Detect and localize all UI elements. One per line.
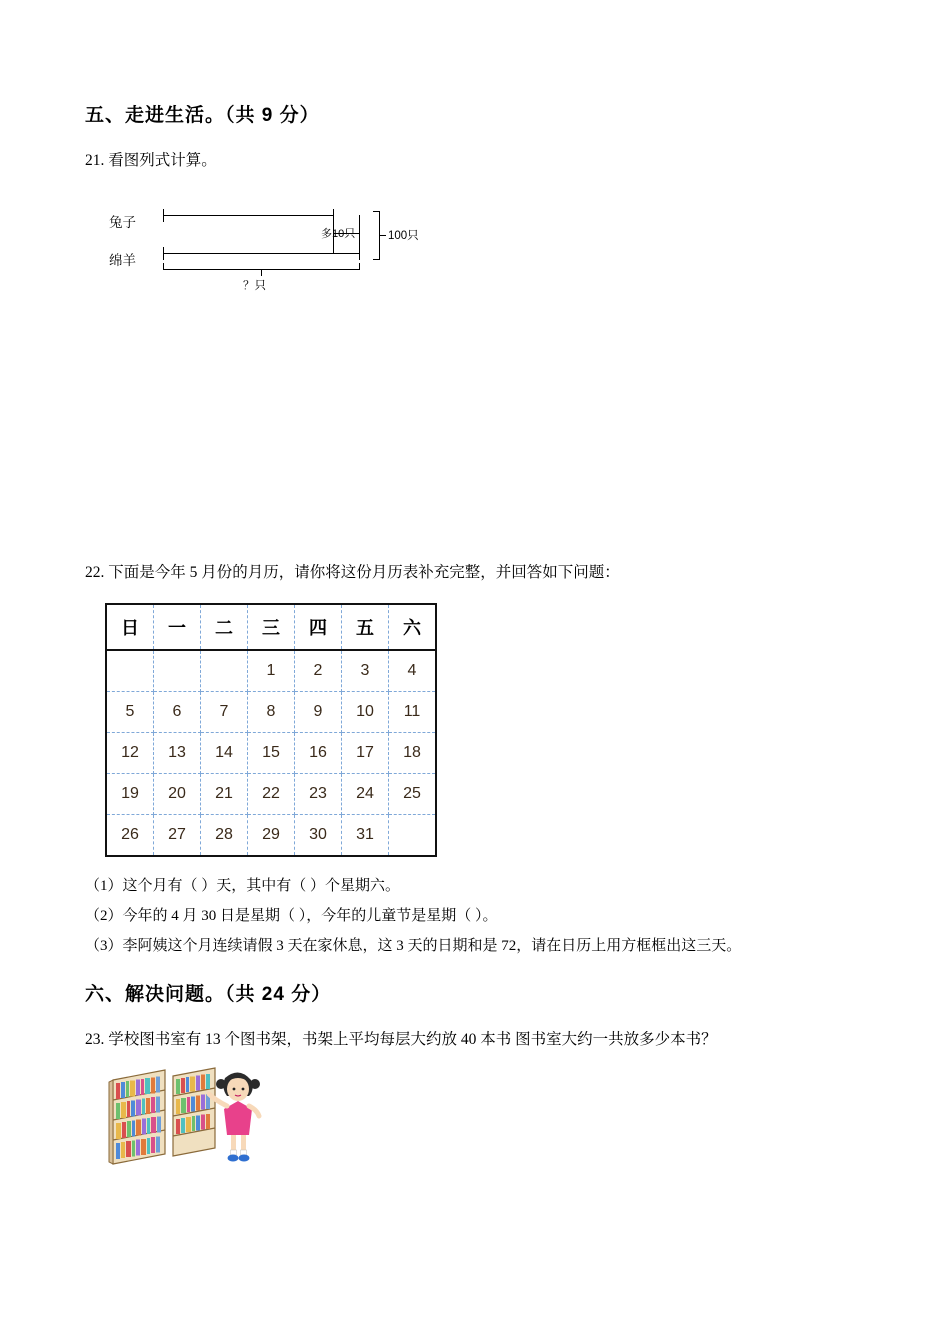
calendar-week-row [106, 650, 436, 692]
question-22-sub-1: （1）这个月有（ ）天，其中有（ ）个星期六。 [85, 877, 401, 894]
question-22-sub-3: （3）李阿姨这个月连续请假 3 天在家休息，这 3 天的日期和是 72，请在日历上用方框框出这三天。 [85, 937, 742, 954]
calendar-cell: 16 [295, 732, 342, 773]
difference-label: 多10只 [321, 227, 356, 240]
calendar-week-row [106, 732, 436, 773]
bottom-brace-left [163, 263, 164, 270]
calendar-header-wed: 三 [248, 604, 295, 650]
question-22-sub-2: （2）今年的 4 月 30 日是星期（ ），今年的儿童节是星期（ ）。 [85, 907, 498, 924]
calendar-cell: 13 [154, 732, 201, 773]
calendar-cell: 23 [295, 773, 342, 814]
calendar-header-row [106, 604, 436, 650]
calendar-cell: 8 [248, 691, 295, 732]
calendar-header-fri: 五 [342, 604, 389, 650]
calendar-cell: 27 [154, 814, 201, 856]
calendar-cell: 5 [106, 691, 154, 732]
page-content [85, 100, 875, 1172]
calendar-cell [201, 650, 248, 692]
calendar-cell: 15 [248, 732, 295, 773]
calendar-cell: 24 [342, 773, 389, 814]
question-22-text: 下面是今年 5 月份的月历，请你将这份月历表补充完整，并回答如下问题： [108, 563, 620, 581]
section-heading-six: 六、解决问题。（共 24 分） [85, 983, 332, 1005]
calendar-cell: 22 [248, 773, 295, 814]
calendar-cell: 9 [295, 691, 342, 732]
sheep-bar-left-tick [163, 247, 164, 260]
calendar-cell: 6 [154, 691, 201, 732]
bottom-brace-center [261, 269, 262, 276]
total-brace-bottom [373, 259, 380, 260]
difference-right-line [359, 215, 360, 253]
calendar-header-sun: 日 [106, 604, 154, 650]
calendar-cell: 18 [389, 732, 437, 773]
section-heading-five: 五、走进生活。（共 9 分） [85, 105, 320, 126]
calendar-cell: 21 [201, 773, 248, 814]
calendar-cell: 4 [389, 650, 437, 692]
total-brace-middle [379, 235, 386, 236]
calendar-week-row [106, 814, 436, 856]
calendar-week-row [106, 773, 436, 814]
question-23-text: 学校图书室有 13 个图书架，书架上平均每层大约放 40 本书 图书室大约一共放多少本书？ [108, 1030, 717, 1048]
calendar-week-row [106, 691, 436, 732]
question-22-number: 22. [85, 563, 105, 581]
calendar-cell: 2 [295, 650, 342, 692]
bottom-brace-right [359, 263, 360, 270]
calendar-container [105, 603, 875, 857]
calendar-cell: 11 [389, 691, 437, 732]
bookshelf-right-icon [173, 1068, 215, 1156]
calendar-cell [106, 650, 154, 692]
unknown-label: ？只 [243, 279, 266, 292]
calendar-cell: 26 [106, 814, 154, 856]
sheep-bar-line [163, 253, 359, 254]
calendar-cell: 3 [342, 650, 389, 692]
calendar-cell: 20 [154, 773, 201, 814]
may-calendar-table [105, 603, 437, 857]
diagram-label-rabbit: 兔子 [109, 214, 136, 230]
answer-space-21 [85, 309, 875, 559]
calendar-header-tue: 二 [201, 604, 248, 650]
calendar-cell: 30 [295, 814, 342, 856]
calendar-cell: 14 [201, 732, 248, 773]
diagram-label-sheep: 绵羊 [109, 252, 136, 268]
rabbit-bar-left-tick [163, 209, 164, 222]
question-21-diagram [95, 189, 875, 309]
calendar-cell: 31 [342, 814, 389, 856]
question-21 [85, 147, 875, 175]
question-21-text: 看图列式计算。 [108, 152, 217, 169]
calendar-cell: 19 [106, 773, 154, 814]
question-21-number: 21. [85, 152, 105, 169]
calendar-cell: 12 [106, 732, 154, 773]
calendar-cell: 28 [201, 814, 248, 856]
calendar-cell [154, 650, 201, 692]
calendar-header-sat: 六 [389, 604, 437, 650]
calendar-cell: 10 [342, 691, 389, 732]
question-23-number: 23. [85, 1030, 105, 1048]
calendar-cell: 7 [201, 691, 248, 732]
bookshelf-illustration [107, 1062, 297, 1172]
calendar-cell: 17 [342, 732, 389, 773]
calendar-cell: 1 [248, 650, 295, 692]
bookshelf-and-girl-image [107, 1062, 297, 1172]
bookshelf-left-icon [109, 1070, 165, 1164]
total-brace-top [373, 211, 380, 212]
question-22 [85, 559, 875, 587]
calendar-cell: 29 [248, 814, 295, 856]
girl-icon [209, 1072, 260, 1161]
rabbit-bar-line [163, 215, 333, 216]
question-23 [85, 1026, 875, 1054]
calendar-cell: 25 [389, 773, 437, 814]
total-label: 100只 [388, 229, 419, 242]
calendar-header-mon: 一 [154, 604, 201, 650]
calendar-cell [389, 814, 437, 856]
calendar-header-thu: 四 [295, 604, 342, 650]
